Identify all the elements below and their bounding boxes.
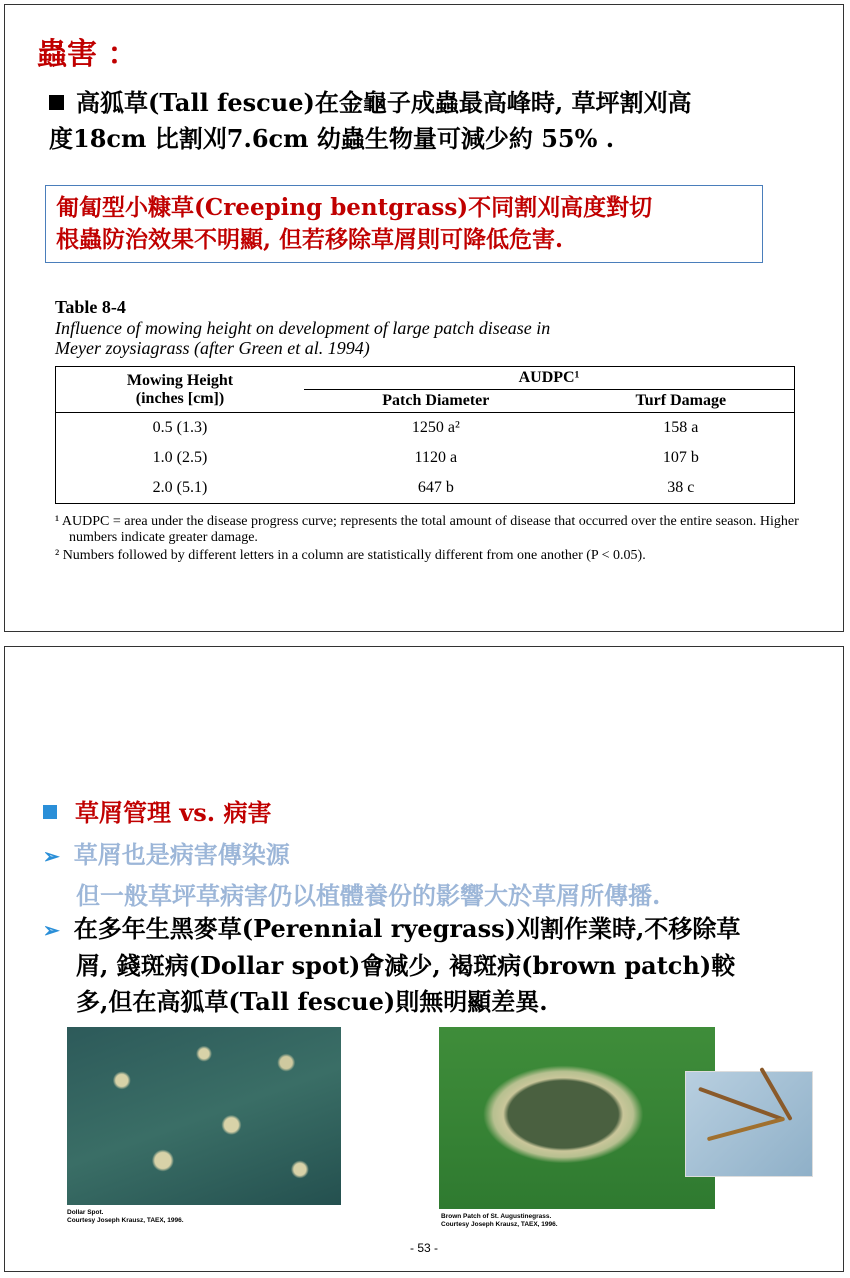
bullet-ryegrass-mowing (43, 911, 823, 1020)
data-table (55, 366, 795, 504)
table-footnote-1: ¹ AUDPC = area under the disease progress curve; represents the total amount of disease that occurred over the entire season. Higher numbers indicate greater damage. (55, 514, 799, 545)
table-cell: 0.5 (1.3) (152, 419, 208, 436)
table-cell: 38 c (667, 479, 695, 496)
arrow-bullet-icon: ➢ (43, 918, 60, 942)
table-cell: 1250 a² (411, 419, 460, 436)
photo1-caption-line-1: Dollar Spot. (67, 1209, 104, 1216)
leaf-closeup-photo (685, 1071, 813, 1177)
highlight-line-1: 匍匐型小糠草(Creeping bentgrass)不同割刈高度對切 (56, 194, 653, 221)
dollar-spot-caption (67, 1209, 184, 1225)
bullet-3-line-1: 在多年生黑麥草(Perennial ryegrass)刈割作業時,不移除草 (73, 914, 741, 943)
table-caption-1: Influence of mowing height on development of large patch disease in (55, 318, 551, 338)
audpc-group-header: AUDPC¹ (304, 367, 795, 390)
bullet-1-text: 草屑管理 vs. 病害 (75, 798, 272, 827)
photo2-caption-line-2: Courtesy Joseph Krausz, TAEX, 1996. (441, 1221, 558, 1228)
table-cell: 647 b (417, 479, 454, 496)
col-patch-diameter-header: Patch Diameter (304, 390, 568, 413)
square-bullet-icon (43, 805, 57, 819)
page-number: - 53 - (409, 1241, 438, 1255)
table-row (56, 473, 795, 504)
col1-header-line-2: (inches [cm]) (135, 389, 225, 407)
table-row (56, 443, 795, 473)
arrow-bullet-icon: ➢ (43, 844, 60, 868)
table-figure (55, 297, 800, 564)
table-footnote-2: ² Numbers followed by different letters in a column are statistically different from one another (P < 0.05). (55, 548, 646, 563)
paragraph-line-1: 高狐草(Tall fescue)在金龜子成蟲最高峰時, 草坪割刈高 (76, 88, 692, 117)
photo1-caption-line-2: Courtesy Joseph Krausz, TAEX, 1996. (67, 1217, 184, 1224)
bullet-clippings-source (43, 835, 660, 916)
bullet-3-line-3: 多,但在高狐草(Tall fescue)則無明顯差異. (76, 987, 548, 1016)
brown-patch-caption (441, 1213, 558, 1229)
slide-1 (4, 4, 844, 632)
col-mowing-height-header (56, 367, 305, 413)
slide-title: 蟲害 ： (37, 37, 138, 72)
bullet-clippings-vs-disease (43, 793, 272, 828)
table-cell: 158 a (663, 419, 699, 436)
table-cell: 2.0 (5.1) (152, 479, 208, 496)
table-row (56, 413, 795, 444)
bullet-2-line-1: 草屑也是病害傳染源 (73, 840, 290, 869)
dollar-spot-photo (67, 1027, 341, 1205)
brown-patch-photo (439, 1027, 715, 1209)
table-cell: 1120 a (414, 449, 458, 466)
slide-2 (4, 646, 844, 1272)
table-label: Table 8-4 (55, 297, 126, 317)
tall-fescue-paragraph (49, 85, 819, 157)
highlight-box (45, 185, 763, 263)
highlight-line-2: 根蟲防治效果不明顯, 但若移除草屑則可降低危害. (56, 226, 564, 253)
table-caption-2: Meyer zoysiagrass (after Green et al. 1994) (55, 338, 370, 358)
photo2-caption-line-1: Brown Patch of St. Augustinegrass. (441, 1213, 552, 1220)
square-bullet-icon (49, 95, 64, 110)
table-cell: 1.0 (2.5) (152, 449, 208, 466)
col1-header-line-1: Mowing Height (126, 371, 234, 389)
table-cell: 107 b (662, 449, 699, 466)
bullet-3-line-2: 屑, 錢斑病(Dollar spot)會減少, 褐斑病(brown patch)較 (76, 951, 736, 980)
bullet-2-line-2: 但一般草坪草病害仍以植體養份的影響大於草屑所傳播. (76, 881, 661, 910)
col-turf-damage-header: Turf Damage (568, 390, 795, 413)
paragraph-line-2: 度18cm 比割刈7.6cm 幼蟲生物量可減少約 55% . (49, 124, 615, 153)
